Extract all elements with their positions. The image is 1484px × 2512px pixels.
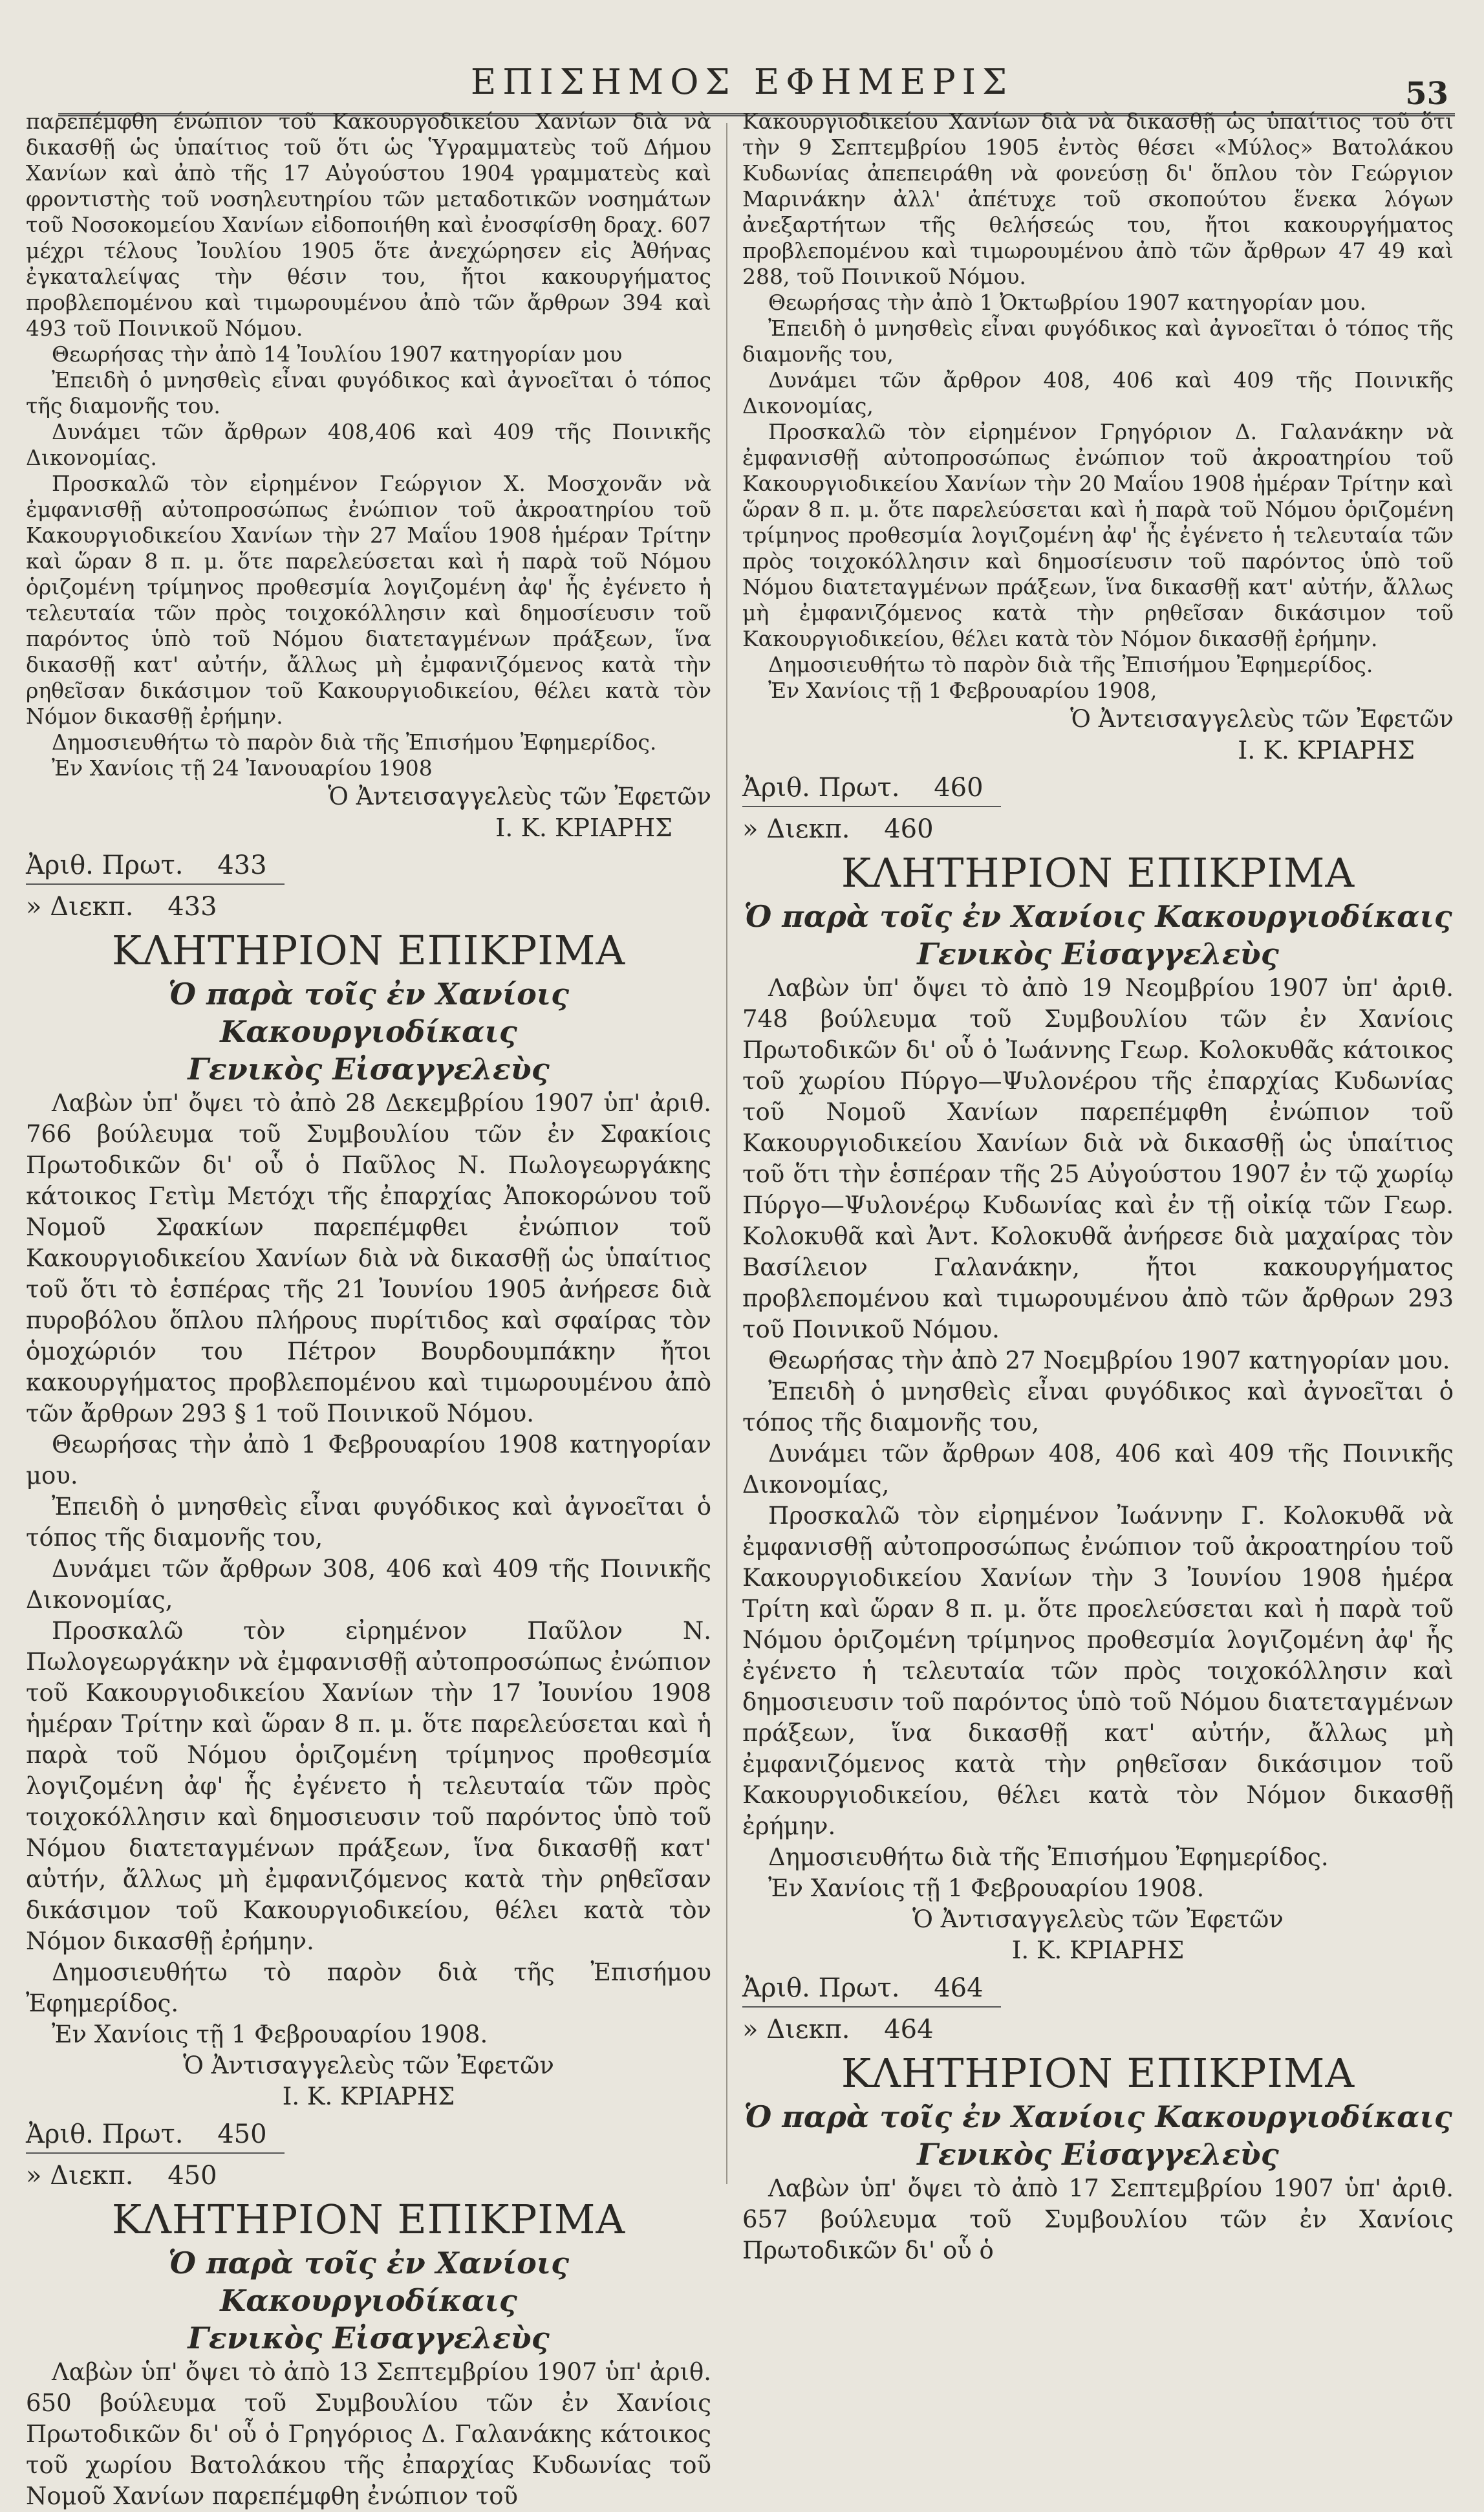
- paragraph: Δημοσιευθήτω διὰ τῆς Ἐπισήμου Ἐφημερίδος.: [768, 1843, 1329, 1871]
- signature-name: Ι. Κ. ΚΡΙΑΡΗΣ: [1238, 736, 1415, 764]
- notice-subtitle: Ὁ παρὰ τοῖς ἐν Χανίοις Κακουργιοδίκαις: [744, 2099, 1452, 2134]
- signature-role: Ὁ Ἀντισαγγελεὺς τῶν Ἐφετῶν: [912, 1905, 1284, 1933]
- notice-title: ΚΛΗΤΗΡΙΟΝ ΕΠΙΚΡΙΜΑ: [841, 2050, 1355, 2097]
- paragraph: Δυνάμει τῶν ἄρθρον 408, 406 καὶ 409 τῆς Ποινικῆς Δικονομίας,: [742, 367, 1454, 418]
- notice-subtitle: Γενικὸς Εἰσαγγελεὺς: [188, 1052, 550, 1087]
- paragraph: Θεωρήσας τὴν ἀπὸ 27 Νοεμβρίου 1907 κατηγορίαν μου.: [768, 1347, 1450, 1374]
- signature-role: Ὁ Ἀντισαγγελεὺς τῶν Ἐφετῶν: [183, 2052, 554, 2079]
- dateline: Ἐν Χανίοις τῇ 1 Φεβρουαρίου 1908,: [768, 678, 1157, 703]
- signature-role: Ὁ Ἀντεισαγγελεὺς τῶν Ἐφετῶν: [1070, 705, 1454, 733]
- column-divider: [726, 123, 727, 2184]
- paragraph: Θεωρήσας τὴν ἀπὸ 1 Φεβρουαρίου 1908 κατηγορίαν μου.: [26, 1431, 711, 1489]
- paragraph: Ἐπειδὴ ὁ μνησθεὶς εἶναι φυγόδικος καὶ ἀγνοεῖται ὁ τόπος τῆς διαμονῆς του,: [742, 1378, 1454, 1436]
- dispatch-label: » Διεκπ.: [26, 2161, 134, 2191]
- dispatch-number: [742, 814, 1454, 845]
- notice-subtitle: Γενικὸς Εἰσαγγελεὺς: [917, 2137, 1279, 2172]
- paragraph: Δυνάμει τῶν ἄρθρων 408, 406 καὶ 409 τῆς Ποινικῆς Δικονομίας,: [742, 1440, 1454, 1499]
- protocol-number: [742, 1973, 1454, 2004]
- dateline: Ἐν Χανίοις τῇ 1 Φεβρουαρίου 1908.: [52, 2020, 488, 2048]
- paragraph: Δυνάμει τῶν ἄρθρων 408,406 καὶ 409 τῆς Ποινικῆς Δικονομίας.: [26, 419, 711, 470]
- paragraph: Ἐπειδὴ ὁ μνησθεὶς εἶναι φυγόδικος καὶ ἀγνοεῖται ὁ τόπος τῆς διαμονῆς του.: [26, 367, 711, 418]
- dispatch-number: [742, 2014, 1454, 2045]
- notice-title: ΚΛΗΤΗΡΙΟΝ ΕΠΙΚΡΙΜΑ: [111, 2196, 626, 2243]
- dispatch-number: [26, 2160, 711, 2191]
- paragraph: Λαβὼν ὑπ' ὄψει τὸ ἀπὸ 28 Δεκεμβρίου 1907 ὑπ' ἀριθ. 766 βούλευμα τοῦ Συμβουλίου τῶν ἐν Σφακίοις Πρωτοδικῶν δι' οὗ ὁ Παῦλος Ν. Πωλογεωργάκης κάτοικος Γετὶμ Μετόχι τῆς ἐπαρχίας Ἀποκορώνου τοῦ Νομοῦ Σφακίων παρεπέμφθει ἐνώπιον τοῦ Κακουργιοδικείου Χανίων διὰ νὰ δικασθῇ ὡς ὑπαίτιος τοῦ ὅτι τὸ ἑσπέρας τῆς 21 Ἰουνίου 1905 ἀνήρεσε διὰ πυροβόλου ὅπλου πλήρους πυρίτιδος καὶ σφαίρας τὸν ὁμοχώριόν του Πέτρον Βουρδουμπάκην ἤτοι κακουργήματος προβλεπομένου καὶ τιμωρουμένου ἀπὸ τῶν ἄρθρων 293 § 1 τοῦ Ποινικοῦ Νόμου.: [26, 1089, 711, 1427]
- notice-subtitle: Ὁ παρὰ τοῖς ἐν Χανίοις Κακουργιοδίκαις: [167, 977, 570, 1049]
- signature-name: Ι. Κ. ΚΡΙΑΡΗΣ: [495, 814, 672, 842]
- dispatch-number: [26, 891, 711, 922]
- dateline: Ἐν Χανίοις τῇ 1 Φεβρουαρίου 1908.: [768, 1874, 1205, 1902]
- protocol-value: 433: [217, 850, 267, 880]
- paragraph: Δημοσιευθήτω τὸ παρὸν διὰ τῆς Ἐπισήμου Ἐφημερίδος.: [26, 1958, 711, 2017]
- paragraph: Προσκαλῶ τὸν εἰρημένον Γεώργιον Χ. Μοσχονᾶν νὰ ἐμφανισθῇ αὐτοπροσώπως ἐνώπιον τοῦ ἀκροατηρίου τοῦ Κακουργιοδικείου Χανίων τὴν 27 Μαΐου 1908 ἡμέραν Τρίτην καὶ ὥραν 8 π. μ. ὅτε παρελεύσεται καὶ ἡ παρὰ τοῦ Νόμου ὁριζομένη τρίμηνος προθεσμία λογιζομένη ἀφ' ἧς ἐγένετο ἡ τελευταία τῶν πρὸς τοιχοκόλλησιν καὶ δημοσίευσιν τοῦ παρόντος ὑπὸ τοῦ Νόμου διατεταγμένων πράξεων, ἵνα δικασθῇ κατ' αὐτήν, ἄλλως μὴ ἐμφανιζόμενος κατὰ τὴν ρηθεῖσαν δικάσιμον τοῦ Κακουργιοδικείου, θέλει κατὰ τὸν Νόμον δικασθῇ ἐρήμην.: [26, 471, 711, 729]
- protocol-value: 460: [934, 773, 984, 803]
- paragraph: Λαβὼν ὑπ' ὄψει τὸ ἀπὸ 13 Σεπτεμβρίου 1907 ὑπ' ἀριθ. 650 βούλευμα τοῦ Συμβουλίου τῶν ἐν Χανίοις Πρωτοδικῶν δι' οὗ ὁ Γρηγόριος Δ. Γαλανάκης κάτοικος τοῦ χωρίου Βατολάκου τῆς ἐπαρχίας Κυδωνίας τοῦ Νομοῦ Χανίων παρεπέμφθη ἐνώπιον τοῦ: [26, 2358, 711, 2510]
- protocol-label: Ἀριθ. Πρωτ.: [26, 2119, 184, 2149]
- paragraph: Προσκαλῶ τὸν εἰρημένον Παῦλον Ν. Πωλογεωργάκην νὰ ἐμφανισθῇ αὐτοπροσώπως ἐνώπιον τοῦ Κακουργιοδικείου Χανίων τὴν 17 Ἰουνίου 1908 ἡμέραν Τρίτην καὶ ὥραν 8 π. μ. ὅτε παρελεύσεται καὶ ἡ παρὰ τοῦ Νόμου ὁριζομένη τρίμηνος προθεσμία λογιζομένη ἀφ' ἧς ἐγένετο ἡ τελευταία τῶν πρὸς τοιχοκόλλησιν καὶ δημοσιευσιν τοῦ παρόντος ὑπὸ τοῦ Νόμου διατεταγμένων πράξεων, ἵνα δικασθῇ κατ' αὐτήν, ἄλλως μὴ ἐμφανιζόμενος κατὰ τὴν ρηθεῖσαν δικάσιμον τοῦ Κακουργιοδικείου, θέλει κατὰ τὸν Νόμον δικασθῇ ἐρήμην.: [26, 1617, 711, 1955]
- paragraph: Λαβὼν ὑπ' ὄψει τὸ ἀπὸ 19 Νεομβρίου 1907 ὑπ' ἀριθ. 748 βούλευμα τοῦ Συμβουλίου τῶν ἐν Χανίοις Πρωτοδικῶν δι' οὗ ὁ Ἰωάννης Γεωρ. Κολοκυθᾶς κάτοικος τοῦ χωρίου Πύργο—Ψυλονέρου τῆς ἐπαρχίας Κυδωνίας τοῦ Νομοῦ Χανίων παρεπέμφθη ἐνώπιον τοῦ Κακουργιοδικείου Χανίων διὰ νὰ δικασθῇ ὡς ὑπαίτιος τοῦ ὅτι τὴν ἑσπέραν τῆς 25 Αὐγούστου 1907 ἐν τῷ χωρίῳ Πύργο—Ψυλονέρῳ Κυδωνίας καὶ ἐν τῇ οἰκίᾳ τῶν Γεωρ. Κολοκυθᾶ καὶ Ἀντ. Κολοκυθᾶ ἀνήρεσε διὰ μαχαίρας τὸν Βασίλειον Γαλανάκην, ἤτοι κακουργήματος προβλεπομένου καὶ τιμωρουμένου ἀπὸ τῶν ἄρθρων 293 τοῦ Ποινικοῦ Νόμου.: [742, 974, 1454, 1343]
- paragraph: Θεωρήσας τὴν ἀπὸ 1 Ὀκτωβρίου 1907 κατηγορίαν μου.: [768, 290, 1367, 315]
- paragraph: Δυνάμει τῶν ἄρθρων 308, 406 καὶ 409 τῆς Ποινικῆς Δικονομίας,: [26, 1555, 711, 1614]
- notice-subtitle: Γενικὸς Εἰσαγγελεὺς: [188, 2321, 550, 2355]
- protocol-label: Ἀριθ. Πρωτ.: [742, 1973, 900, 2003]
- page-number: 53: [1405, 76, 1448, 112]
- signature-role: Ὁ Ἀντεισαγγελεὺς τῶν Ἐφετῶν: [328, 783, 711, 810]
- notice-subtitle: Γενικὸς Εἰσαγγελεὺς: [917, 937, 1279, 971]
- paragraph: Θεωρήσας τὴν ἀπὸ 14 Ἰουλίου 1907 κατηγορίαν μου: [52, 341, 623, 367]
- protocol-number: [742, 772, 1454, 803]
- rule: [26, 883, 285, 885]
- dispatch-label: » Διεκπ.: [26, 892, 134, 922]
- signature-name: Ι. Κ. ΚΡΙΑΡΗΣ: [1011, 1936, 1185, 1964]
- dispatch-value: 450: [167, 2161, 217, 2191]
- signature-name: Ι. Κ. ΚΡΙΑΡΗΣ: [282, 2083, 455, 2110]
- notice-subtitle: Ὁ παρὰ τοῖς ἐν Χανίοις Κακουργιοδίκαις: [744, 899, 1452, 934]
- paragraph: Προσκαλῶ τὸν εἰρημένον Ἰωάννην Γ. Κολοκυθᾶ νὰ ἐμφανισθῇ αὐτοπροσώπως ἐνώπιον τοῦ ἀκροατηρίου τοῦ Κακουργιοδικείου Χανίων τὴν 3 Ἰουνίου 1908 ἡμέρα Τρίτη καὶ ὥραν 8 π. μ. ὅτε προελεύσεται καὶ ἡ παρὰ τοῦ Νόμου ὁριζομένη τρίμηνος προθεσμία λογιζομένη ἀφ' ἧς ἐγένετο ἡ τελευταία τῶν πρὸς τοιχοκόλλησιν καὶ δημοσιευσιν τοῦ παρόντος ὑπὸ τοῦ Νόμου διατεταγμένων πράξεων, ἵνα δικασθῇ κατ' αὐτήν, ἄλλως μὴ ἐμφανιζόμενος κατὰ τὴν ρηθεῖσαν δικάσιμον τοῦ Κακουργιοδικείου, θέλει κατὰ τὸν Νόμον δικασθῇ ἐρήμην.: [742, 1502, 1454, 1840]
- protocol-label: Ἀριθ. Πρωτ.: [742, 773, 900, 803]
- page-title: ΕΠΙΣΗΜΟΣ ΕΦΗΜΕΡΙΣ: [470, 61, 1014, 102]
- protocol-number: [26, 850, 711, 881]
- paragraph: Δημοσιευθήτω τὸ παρὸν διὰ τῆς Ἐπισήμου Ἐφημερίδος.: [768, 652, 1373, 677]
- paragraph: Κακουργιοδικείου Χανίων διὰ νὰ δικασθῇ ὡς ὑπαίτιος τοῦ ὅτι τὴν 9 Σεπτεμβρίου 1905 ἐντὸς θέσει «Μύλος» Βατολάκου Κυδωνίας ἀπεπειράθη νὰ φονεύσῃ δι' ὅπλου τὸν Γεώργιον Μαρινάκην ἀλλ' ἀπέτυχε τοῦ σκοπούτου ἕνεκα λόγων ἀνεξαρτήτων τῆς θελήσεώς του, ἤτοι κακουργήματος προβλεπομένου καὶ τιμωρουμένου ἀπὸ τῶν ἄρθρων 47 49 καὶ 288, τοῦ Ποινικοῦ Νόμου.: [742, 109, 1454, 289]
- rule: [742, 2006, 1001, 2008]
- paragraph: παρεπέμφθη ένώπιον τοῦ Κακουργοδικείου Χανίων διὰ νὰ δικασθῇ ὡς ὑπαίτιος τοῦ ὅτι ὡς Ὑγραμματεὺς τοῦ Δήμου Χανίων καὶ ἀπὸ τῆς 17 Αὐγούστου 1904 γραμματεὺς καὶ φροντιστὴς τοῦ νοσηλευτηρίου τῶν μεταδοτικῶν νοσημάτων τοῦ Νοσοκομείου Χανίων εἰδοποιήθη καὶ ἐνοσφίσθη δραχ. 607 μέχρι τέλους Ἰουλίου 1905 ὅτε ἀνεχώρησεν εἰς Ἀθήνας ἐγκαταλείψας τὴν θέσιν του, ἤτοι κακουργήματος προβλεπομένου καὶ τιμωρουμένου ἀπὸ τῶν ἄρθρων 394 καὶ 493 τοῦ Ποινικοῦ Νόμου.: [26, 109, 711, 341]
- dateline: Ἐν Χανίοις τῇ 24 Ἰανουαρίου 1908: [52, 755, 433, 781]
- dispatch-label: » Διεκπ.: [742, 814, 850, 844]
- paragraph: Δημοσιευθήτω τὸ παρὸν διὰ τῆς Ἐπισήμου Ἐφημερίδος.: [52, 730, 657, 755]
- protocol-label: Ἀριθ. Πρωτ.: [26, 850, 184, 880]
- notice-subtitle: Ὁ παρὰ τοῖς ἐν Χανίοις Κακουργιοδίκαις: [167, 2246, 570, 2318]
- rule: [742, 806, 1001, 807]
- dispatch-value: 433: [167, 892, 217, 922]
- paragraph: Λαβὼν ὑπ' ὄψει τὸ ἀπὸ 17 Σεπτεμβρίου 1907 ὑπ' ἀριθ. 657 βούλευμα τοῦ Συμβουλίου τῶν ἐν Χανίοις Πρωτοδικῶν δι' οὗ ὁ: [742, 2174, 1454, 2264]
- rule: [26, 2152, 285, 2154]
- notice-title: ΚΛΗΤΗΡΙΟΝ ΕΠΙΚΡΙΜΑ: [111, 927, 626, 974]
- protocol-value: 464: [934, 1973, 984, 2003]
- protocol-value: 450: [217, 2119, 267, 2149]
- notice-title: ΚΛΗΤΗΡΙΟΝ ΕΠΙΚΡΙΜΑ: [841, 849, 1355, 896]
- protocol-number: [26, 2119, 711, 2150]
- paragraph: Προσκαλῶ τὸν εἰρημένον Γρηγόριον Δ. Γαλανάκην νὰ ἐμφανισθῇ αὐτοπροσώπως ἐνώπιον τοῦ ἀκροατηρίου τοῦ Κακουργιοδικείου Χανίων τὴν 20 Μαΐου 1908 ἡμέραν Τρίτην καὶ ὥραν 8 π. μ. ὅτε παρελεύσεται καὶ ἡ παρὰ τοῦ Νόμου ὁριζομένη τρίμηνος προθεσμία λογιζομένη ἀφ' ἧς ἐγένετο ἡ τελευταία τῶν πρὸς τοιχοκόλλησιν καὶ δημοσίευσιν τοῦ παρόντος ὑπὸ τοῦ Νόμου διατεταγμένων πράξεων, ἵνα δικασθῇ κατ' αὐτήν, ἄλλως μὴ ἐμφανιζόμενος κατὰ τὴν ρηθεῖσαν δικάσιμον τοῦ Κακουργιοδικείου, θέλει κατὰ τὸν Νόμον δικασθῇ ἐρήμην.: [742, 419, 1454, 651]
- paragraph: Ἐπειδὴ ὁ μνησθεὶς εἶναι φυγόδικος καὶ ἀγνοεῖται ὁ τόπος τῆς διαμονῆς του,: [26, 1493, 711, 1552]
- left-column: [26, 109, 711, 2510]
- right-column: [742, 109, 1454, 2264]
- dispatch-label: » Διεκπ.: [742, 2015, 850, 2044]
- dispatch-value: 460: [884, 814, 934, 844]
- paragraph: Ἐπειδὴ ὁ μνησθεὶς εἶναι φυγόδικος καὶ ἀγνοεῖται ὁ τόπος τῆς διαμονῆς του,: [742, 316, 1454, 367]
- dispatch-value: 464: [884, 2015, 934, 2044]
